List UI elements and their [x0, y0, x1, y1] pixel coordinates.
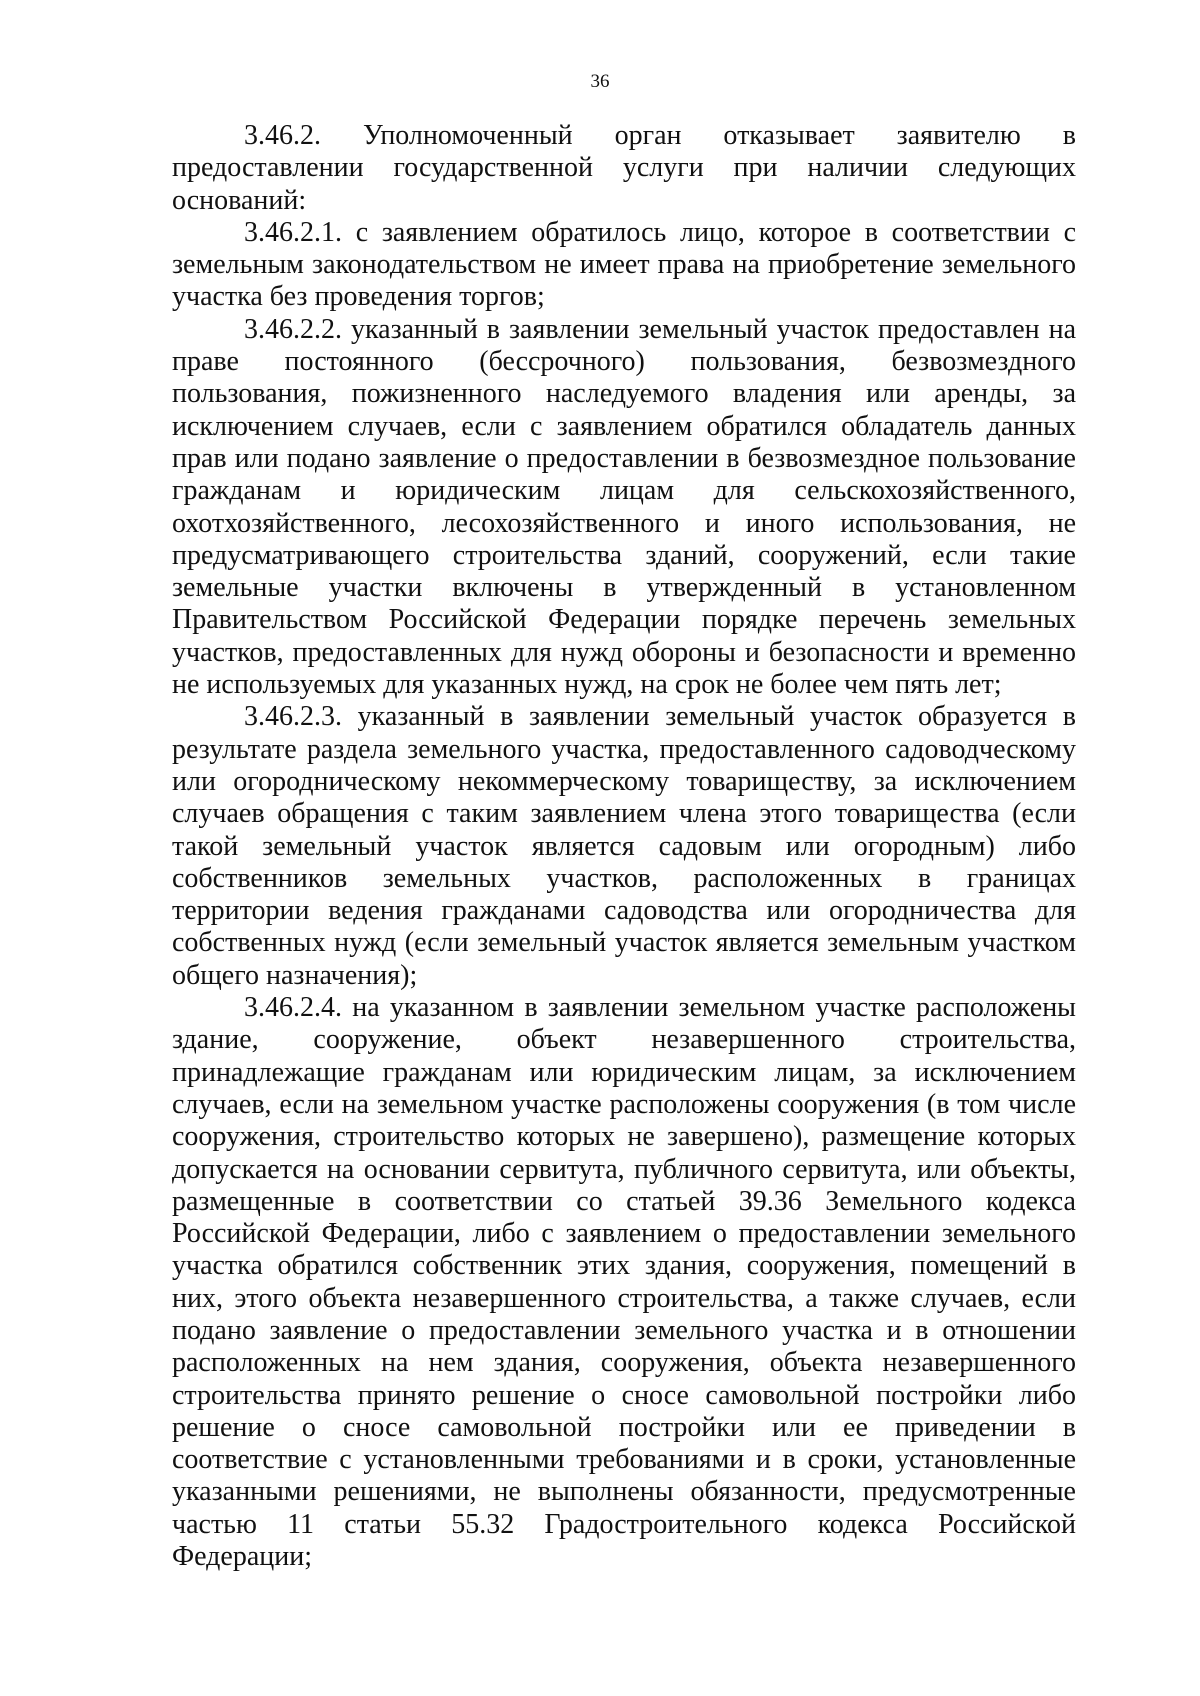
paragraph-3-46-2-3: 3.46.2.3. указанный в заявлении земельный участок образуется в результате раздела земельного участка, предоставленного садоводческому или огородническому некоммерческому товариществу, за исключением случаев обращения с таким заявлением члена этого товарищества (если такой земельный участок является садовым или огородным) либо собственников земельных участков, расположенных в границах территории ведения гражданами садоводства или огородничества для собственных нужд (если земельный участок является земельным участком общего назначения);: [172, 701, 1076, 991]
page-number: 36: [590, 71, 610, 92]
paragraph-3-46-2-4: 3.46.2.4. на указанном в заявлении земельном участке расположены здание, сооружение, объект незавершенного строительства, принадлежащие гражданам или юридическим лицам, за исключением случаев, если на земельном участке расположены сооружения (в том числе сооружения, строительство которых не завершено), размещение которых допускается на основании сервитута, публичного сервитута, или объекты, размещенные в соответствии со статьей 39.36 Земельного кодекса Российской Федерации, либо с заявлением о предоставлении земельного участка обратился собственник этих здания, сооружения, помещений в них, этого объекта незавершенного строительства, а также случаев, если подано заявление о предоставлении земельного участка и в отношении расположенных на нем здания, сооружения, объекта незавершенного строительства принято решение о сносе самовольной постройки либо решение о сносе самовольной постройки или ее приведении в соответствие с установленными требованиями и в сроки, установленные указанными решениями, не выполнены обязанности, предусмотренные частью 11 статьи 55.32 Градостроительного кодекса Российской Федерации;: [172, 992, 1076, 1573]
document-body: [172, 120, 1076, 1573]
paragraph-3-46-2: 3.46.2. Уполномоченный орган отказывает заявителю в предоставлении государственной услуги при наличии следующих оснований:: [172, 120, 1076, 216]
paragraph-3-46-2-1: 3.46.2.1. с заявлением обратилось лицо, которое в соответствии с земельным законодательством не имеет права на приобретение земельного участка без проведения торгов;: [172, 216, 1076, 313]
paragraph-3-46-2-2: 3.46.2.2. указанный в заявлении земельный участок предоставлен на праве постоянного (бессрочного) пользования, безвозмездного пользования, пожизненного наследуемого владения или аренды, за исключением случаев, если с заявлением обратился обладатель данных прав или подано заявление о предоставлении в безвозмездное пользование гражданам и юридическим лицам для сельскохозяйственного, охотхозяйственного, лесохозяйственного и иного использования, не предусматривающего строительства зданий, сооружений, если такие земельные участки включены в утвержденный в установленном Правительством Российской Федерации порядке перечень земельных участков, предоставленных для нужд обороны и безопасности и временно не используемых для указанных нужд, на срок не более чем пять лет;: [172, 313, 1076, 701]
